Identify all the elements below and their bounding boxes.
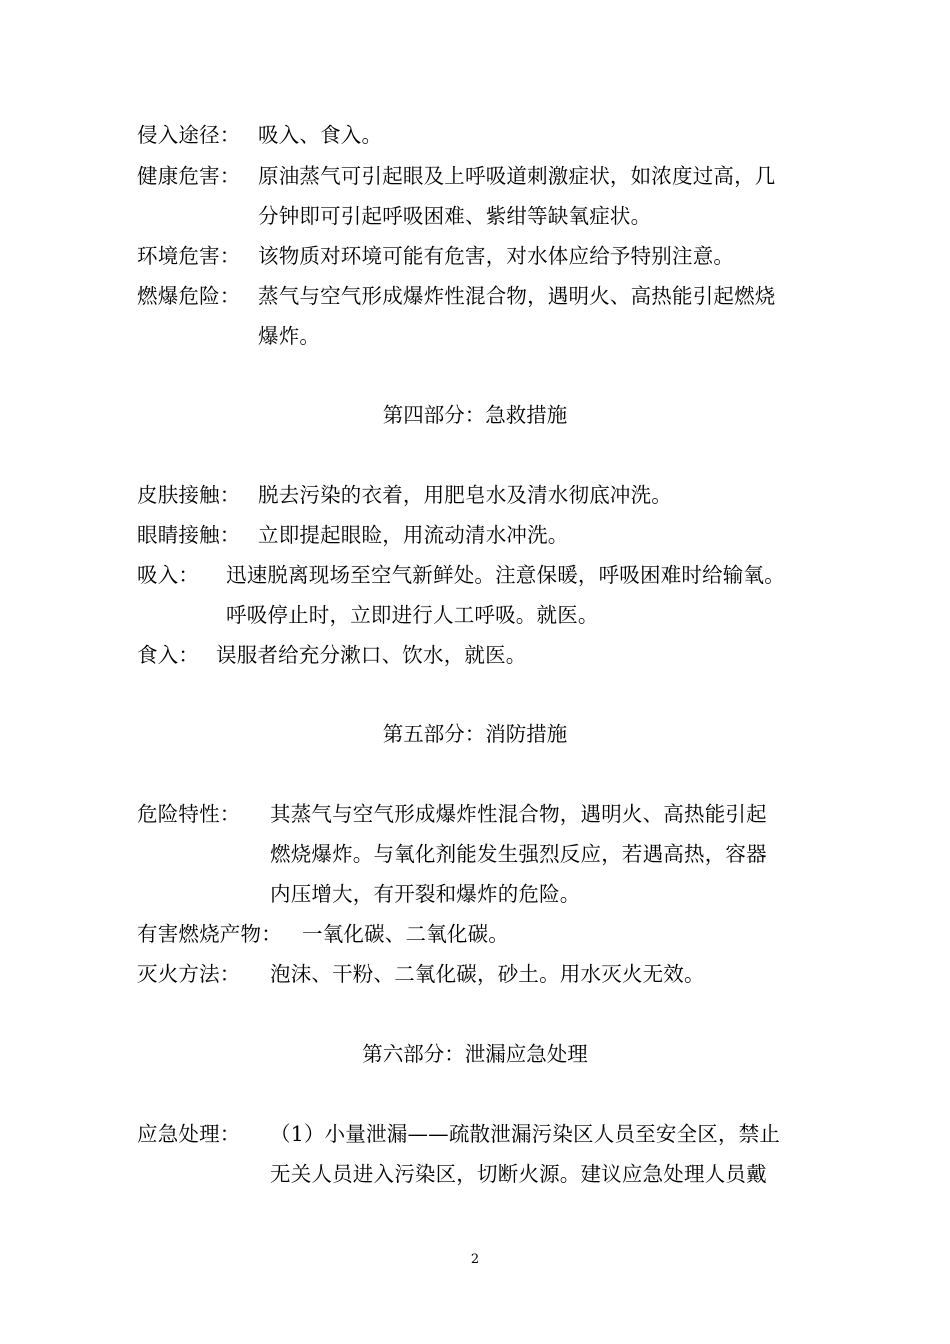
health-text-line2: 分钟即可引起呼吸困难、紫绀等缺氧症状。 (258, 204, 652, 228)
emergency-text-line1: （1）小量泄漏——疏散泄漏污染区人员至安全区，禁止 (270, 1122, 781, 1146)
section5-title: 第五部分：消防措施 (382, 722, 568, 746)
route-text: 吸入、食入。 (258, 123, 383, 147)
inhale-label: 吸入： (137, 563, 200, 587)
skin-text: 脱去污染的衣着，用肥皂水及清水彻底冲洗。 (258, 483, 672, 507)
ingest-text: 误服者给充分漱口、饮水，就医。 (216, 643, 527, 667)
explosion-label: 燃爆危险： (137, 284, 241, 308)
section4-title: 第四部分：急救措施 (382, 403, 568, 427)
health-label: 健康危害： (137, 164, 241, 188)
skin-label: 皮肤接触： (137, 483, 241, 507)
hazard-text-line2: 燃烧爆炸。与氧化剂能发生强烈反应，若遇高热，容器 (270, 842, 767, 866)
emergency-label: 应急处理： (137, 1122, 241, 1146)
explosion-text-line1: 蒸气与空气形成爆炸性混合物，遇明火、高热能引起燃烧 (258, 284, 776, 308)
method-text: 泡沫、干粉、二氧化碳，砂土。用水灭火无效。 (270, 962, 705, 986)
products-label: 有害燃烧产物： (137, 922, 282, 946)
section6-title: 第六部分：泄漏应急处理 (362, 1042, 588, 1066)
emergency-text-line2: 无关人员进入污染区，切断火源。建议应急处理人员戴 (270, 1162, 767, 1186)
hazard-label: 危险特性： (137, 802, 241, 826)
hazard-text-line3: 内压增大，有开裂和爆炸的危险。 (270, 882, 581, 906)
hazard-text-line1: 其蒸气与空气形成爆炸性混合物，遇明火、高热能引起 (270, 802, 767, 826)
route-label: 侵入途径： (137, 123, 241, 147)
products-text: 一氧化碳、二氧化碳。 (302, 922, 509, 946)
explosion-text-line2: 爆炸。 (258, 324, 321, 348)
eye-text: 立即提起眼睑，用流动清水冲洗。 (258, 523, 569, 547)
ingest-label: 食入： (137, 643, 200, 667)
page-number: 2 (470, 1252, 480, 1267)
method-label: 灭火方法： (137, 962, 241, 986)
env-text: 该物质对环境可能有危害，对水体应给予特别注意。 (258, 244, 735, 268)
health-text-line1: 原油蒸气可引起眼及上呼吸道刺激症状，如浓度过高，几 (258, 164, 776, 188)
inhale-text-line1: 迅速脱离现场至空气新鲜处。注意保暖，呼吸困难时给输氧。 (226, 563, 785, 587)
env-label: 环境危害： (137, 244, 241, 268)
inhale-text-line2: 呼吸停止时，立即进行人工呼吸。就医。 (226, 603, 599, 627)
eye-label: 眼睛接触： (137, 523, 241, 547)
